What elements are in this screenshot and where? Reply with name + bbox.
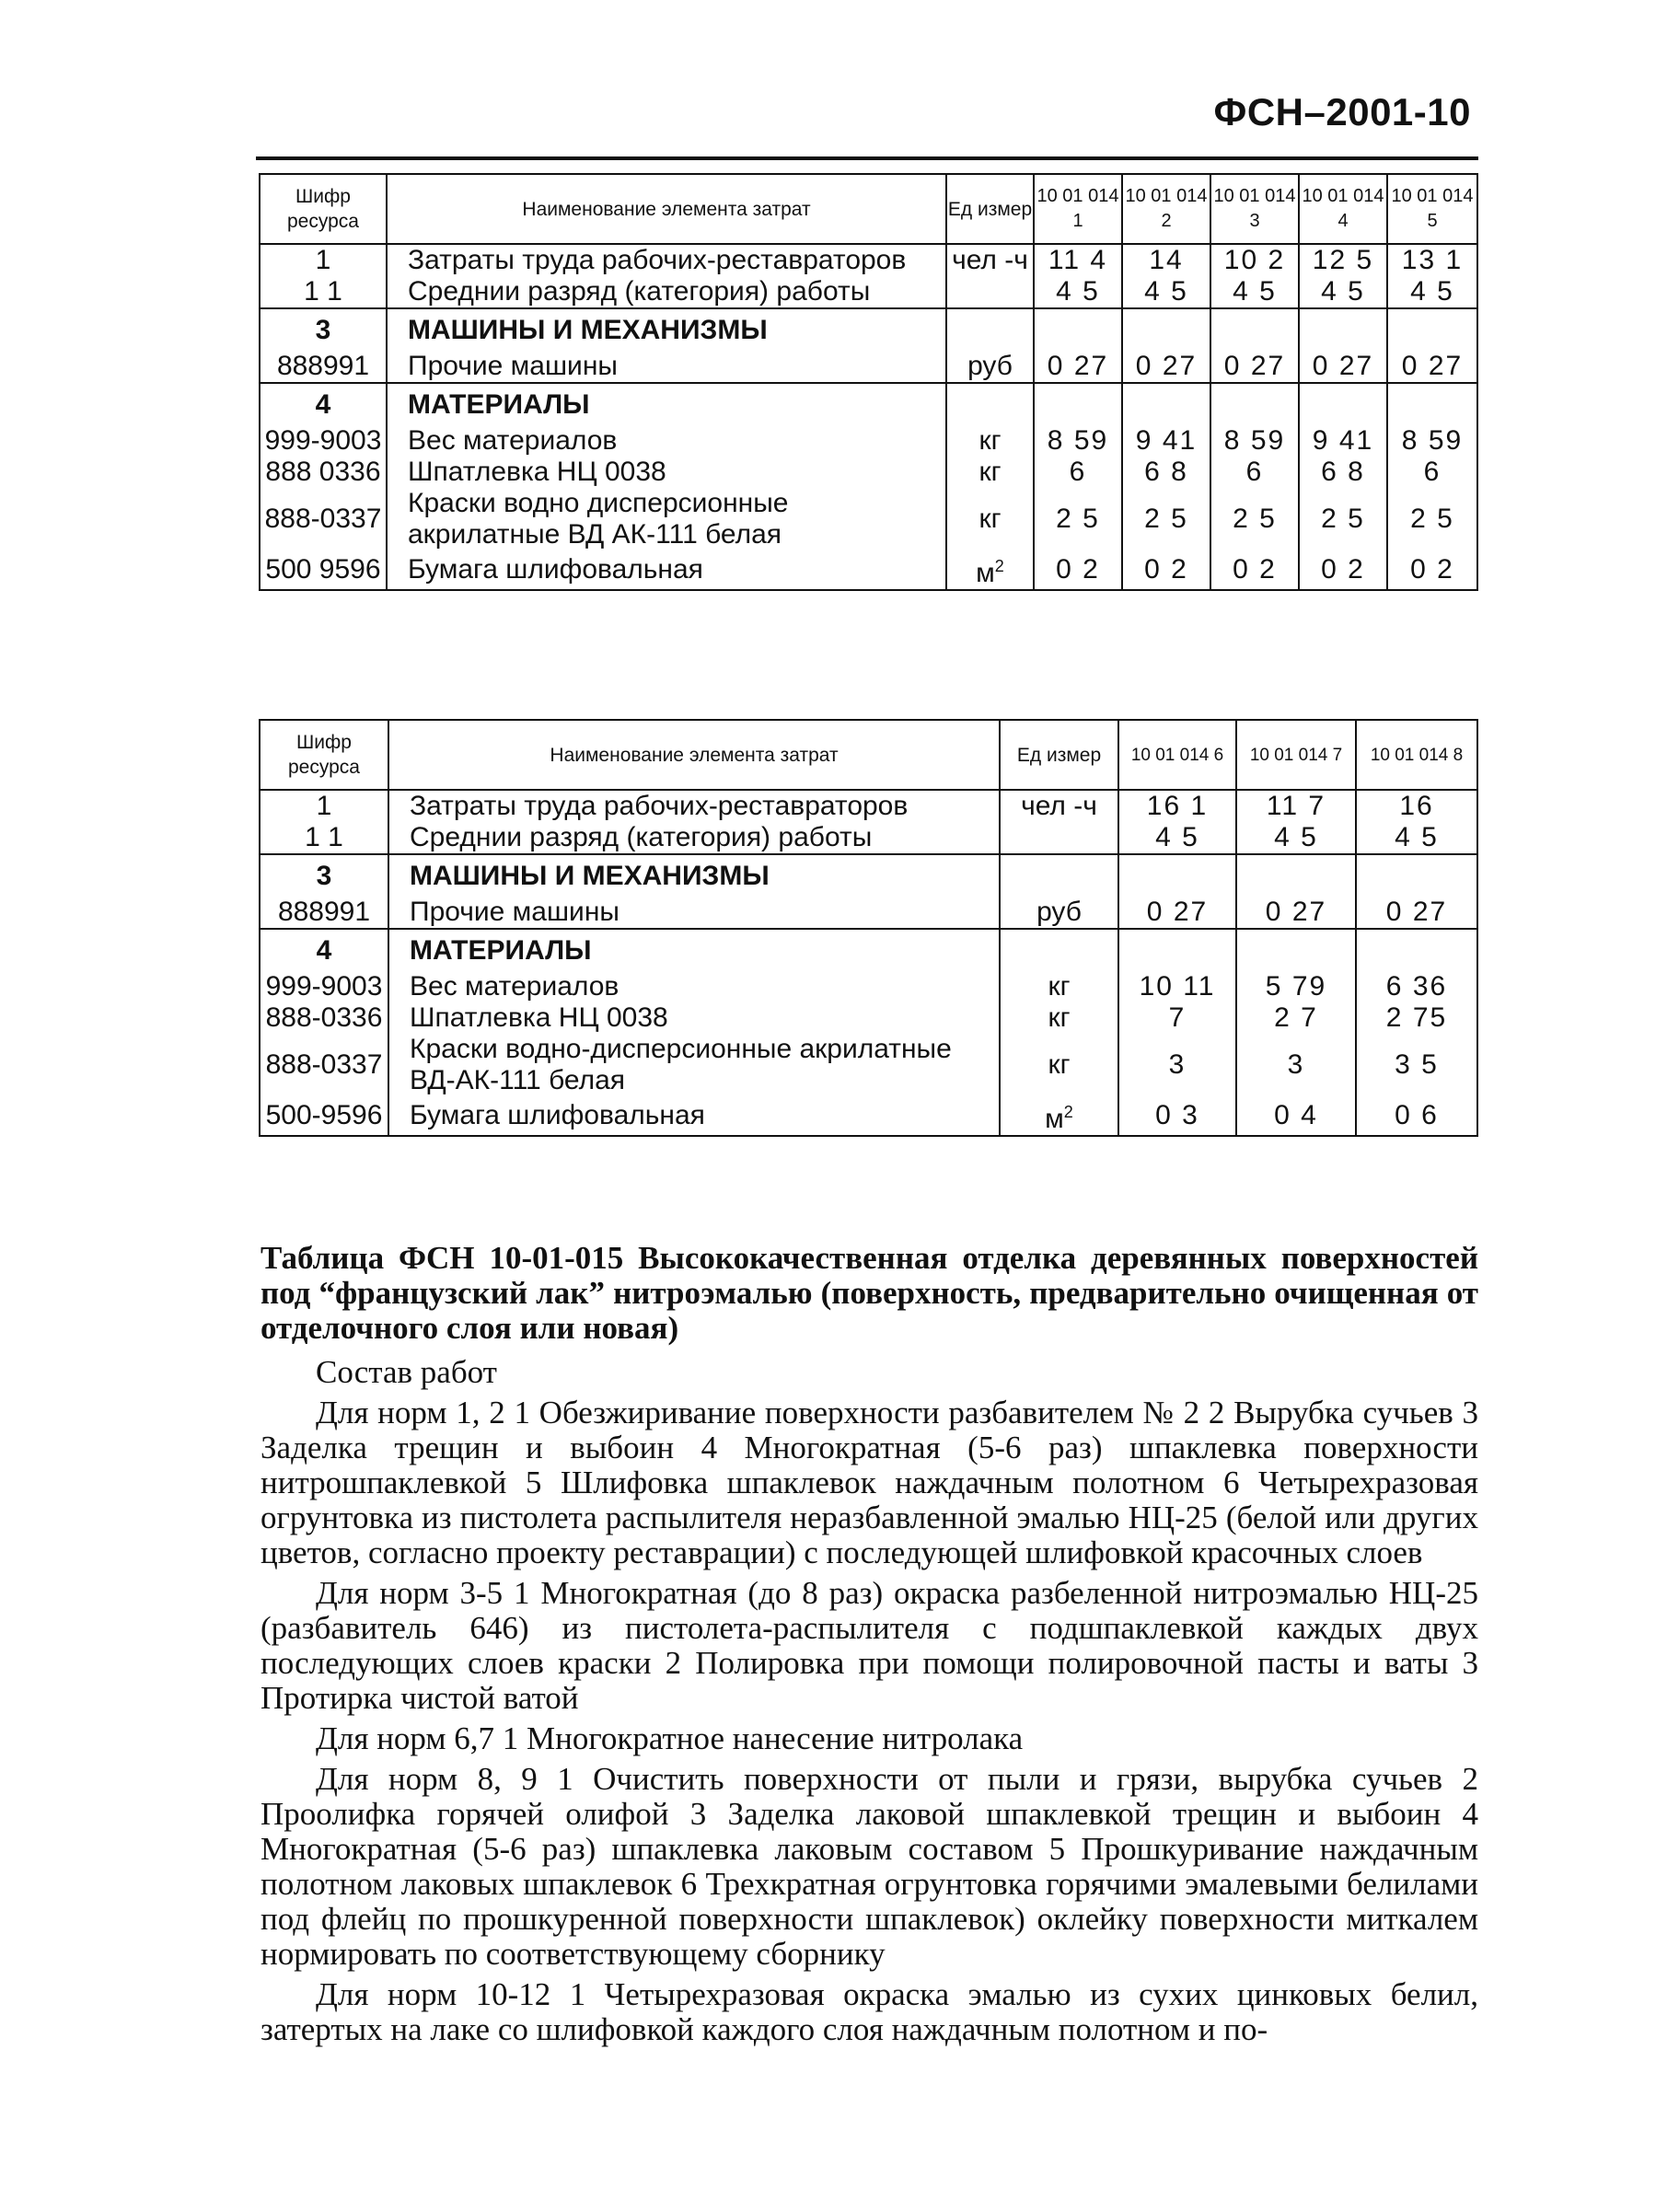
norm-value: 14: [1122, 244, 1210, 276]
header-norm-col: 10 01 014 5: [1387, 174, 1477, 244]
norm-value: 16 1: [1118, 790, 1236, 822]
unit-of-measure: [946, 550, 1034, 590]
unit-text: кг: [1048, 971, 1071, 1002]
unit-of-measure: [1000, 971, 1118, 1002]
norm-value: [1210, 308, 1299, 351]
unit-text: руб: [967, 351, 1013, 381]
unit-of-measure: [946, 457, 1034, 488]
norm-value: 0 27: [1118, 897, 1236, 929]
table-caption: Таблица ФСН 10-01-015 Высококачественная отделка деревянных поверхностей под “французский лак” нитроэмалью (поверхность, предварительно очищенная от отделочного слоя или новая): [261, 1240, 1478, 1346]
resource-code: 888-0337: [260, 1034, 388, 1096]
cost-element-name: Среднии разряд (категория) работы: [387, 276, 946, 308]
norm-value: 6: [1387, 457, 1477, 488]
cost-element-name: Шпатлевка НЦ 0038: [387, 457, 946, 488]
work-composition-title: Состав работ: [316, 1354, 497, 1390]
resource-code: 1: [260, 244, 387, 276]
norm-value: 2 5: [1210, 488, 1299, 550]
cost-element-name: МАТЕРИАЛЫ: [387, 383, 946, 425]
header-norm-col: 10 01 014 7: [1236, 720, 1356, 790]
norm-value: 12 5: [1299, 244, 1387, 276]
norm-value: 3: [1236, 1034, 1356, 1096]
norm-value: 13 1: [1387, 244, 1477, 276]
unit-of-measure: [946, 425, 1034, 457]
unit-superscript: 2: [1063, 1103, 1073, 1121]
header-name: Наименование элемента затрат: [387, 174, 946, 244]
page-header-code: ФСН–2001-10: [1213, 90, 1471, 133]
norm-value: 4 5: [1122, 276, 1210, 308]
norm-value: 0 2: [1210, 550, 1299, 590]
cost-element-name: Шпатлевка НЦ 0038: [388, 1002, 1000, 1034]
norm-value: 0 6: [1356, 1096, 1477, 1136]
norm-value: [1387, 308, 1477, 351]
cost-element-name: Краски водно-дисперсионные акрилатные ВД-АК-111 белая: [388, 1034, 1000, 1096]
cost-element-name: Бумага шлифовальная: [387, 550, 946, 590]
norm-value: 2 5: [1122, 488, 1210, 550]
norm-value: 5 79: [1236, 971, 1356, 1002]
resource-code: 1 1: [260, 276, 387, 308]
text-block: [261, 1241, 1478, 2047]
unit-text: кг: [1048, 1049, 1071, 1080]
norm-value: 4 5: [1034, 276, 1122, 308]
resource-code: 888-0337: [260, 488, 387, 550]
resource-code: 1 1: [260, 822, 388, 854]
norm-value: 10 2: [1210, 244, 1299, 276]
resource-code: 3: [260, 854, 388, 897]
norm-value: 11 4: [1034, 244, 1122, 276]
norm-value: [1118, 854, 1236, 897]
unit-of-measure: [1000, 897, 1118, 929]
norm-value: 2 5: [1299, 488, 1387, 550]
resource-code: 888 0336: [260, 457, 387, 488]
unit-of-measure: [946, 244, 1034, 276]
resource-code: 999-9003: [260, 425, 387, 457]
header-name: Наименование элемента затрат: [388, 720, 1000, 790]
section-row: [260, 929, 1477, 971]
resource-code: 888991: [260, 351, 387, 383]
unit-text: м: [976, 558, 995, 588]
norm-value: 10 11: [1118, 971, 1236, 1002]
unit-of-measure: [1000, 929, 1118, 971]
section-row: [260, 383, 1477, 425]
norm-value: 0 27: [1122, 351, 1210, 383]
unit-of-measure: [1000, 790, 1118, 822]
header-norm-col: 10 01 014 4: [1299, 174, 1387, 244]
header-code: Шифр ресурса: [260, 174, 387, 244]
cost-element-name: Затраты труда рабочих-реставраторов: [387, 244, 946, 276]
header-code: Шифр ресурса: [260, 720, 388, 790]
header-rule: [256, 156, 1478, 160]
cost-element-name: Вес материалов: [387, 425, 946, 457]
norm-value: 0 27: [1387, 351, 1477, 383]
norm-value: 6 36: [1356, 971, 1477, 1002]
cost-element-name: МАШИНЫ И МЕХАНИЗМЫ: [387, 308, 946, 351]
unit-text: кг: [978, 457, 1002, 487]
norm-value: 11 7: [1236, 790, 1356, 822]
norm-value: 4 5: [1299, 276, 1387, 308]
resource-code: 888-0336: [260, 1002, 388, 1034]
table-row: [260, 244, 1477, 276]
cost-element-name: Вес материалов: [388, 971, 1000, 1002]
norm-value: 4 5: [1236, 822, 1356, 854]
table-row: [260, 1034, 1477, 1096]
norm-value: 2 7: [1236, 1002, 1356, 1034]
norm-value: 6: [1034, 457, 1122, 488]
resource-code: 1: [260, 790, 388, 822]
table-row: [260, 897, 1477, 929]
norm-value: 0 27: [1236, 897, 1356, 929]
unit-text: кг: [1048, 1002, 1071, 1033]
norm-value: 3 5: [1356, 1034, 1477, 1096]
unit-superscript: 2: [994, 557, 1004, 575]
resource-code: 4: [260, 383, 387, 425]
norm-value: [1299, 308, 1387, 351]
header-norm-col: 10 01 014 8: [1356, 720, 1477, 790]
unit-text: чел -ч: [952, 245, 1028, 275]
norm-value: 0 4: [1236, 1096, 1356, 1136]
unit-of-measure: [1000, 822, 1118, 854]
norm-value: [1210, 383, 1299, 425]
norm-value: 4 5: [1387, 276, 1477, 308]
table-row: [260, 457, 1477, 488]
norm-value: 8 59: [1034, 425, 1122, 457]
header-norm-col: 10 01 014 1: [1034, 174, 1122, 244]
norm-value: 6 8: [1122, 457, 1210, 488]
table-header-row: [260, 720, 1477, 790]
resource-table-1: [259, 173, 1478, 591]
paragraph: Для норм 6,7 1 Многократное нанесение нитролака: [316, 1720, 1024, 1756]
norm-value: 7: [1118, 1002, 1236, 1034]
resource-code: 999-9003: [260, 971, 388, 1002]
norm-value: 0 3: [1118, 1096, 1236, 1136]
norm-value: [1034, 383, 1122, 425]
cost-element-name: Бумага шлифовальная: [388, 1096, 1000, 1136]
norm-value: [1118, 929, 1236, 971]
norm-value: [1299, 383, 1387, 425]
norm-value: 6: [1210, 457, 1299, 488]
resource-code: 3: [260, 308, 387, 351]
unit-of-measure: [1000, 854, 1118, 897]
unit-text: кг: [978, 504, 1002, 534]
resource-code: 500-9596: [260, 1096, 388, 1136]
header-norm-col: 10 01 014 6: [1118, 720, 1236, 790]
cost-element-name: Среднии разряд (категория) работы: [388, 822, 1000, 854]
norm-value: 9 41: [1122, 425, 1210, 457]
norm-value: 2 75: [1356, 1002, 1477, 1034]
paragraph: Для норм 1, 2 1 Обезжиривание поверхности разбавителем № 2 2 Вырубка сучьев 3 Заделка трещин и выбоин 4 Многократная (5-6 раз) шпаклевка поверхности нитрошпаклевкой 5 Шлифовка шпаклевок наждачным полотном 6 Четырехразовая огрунтовка из пистолета распылителя неразбавленной эмалью НЦ-25 (белой или других цветов, согласно проекту реставрации) с последующей шлифовкой красочных слоев: [261, 1395, 1478, 1570]
table-row: [260, 425, 1477, 457]
unit-of-measure: [946, 308, 1034, 351]
table-row: [260, 550, 1477, 590]
unit-of-measure: [1000, 1002, 1118, 1034]
cost-element-name: МАТЕРИАЛЫ: [388, 929, 1000, 971]
header-unit: Ед измер: [1000, 720, 1118, 790]
resource-code: 4: [260, 929, 388, 971]
table-row: [260, 822, 1477, 854]
norm-value: [1034, 308, 1122, 351]
norm-value: 0 2: [1034, 550, 1122, 590]
norm-value: 4 5: [1210, 276, 1299, 308]
norm-value: 0 27: [1356, 897, 1477, 929]
table-row: [260, 276, 1477, 308]
section-row: [260, 308, 1477, 351]
cost-element-name: Краски водно дисперсионные акрилатные ВД АК-111 белая: [387, 488, 946, 550]
norm-value: 6 8: [1299, 457, 1387, 488]
table-row: [260, 1096, 1477, 1136]
norm-value: [1236, 854, 1356, 897]
norm-value: 0 2: [1387, 550, 1477, 590]
unit-text: кг: [978, 425, 1002, 456]
section-row: [260, 854, 1477, 897]
norm-value: 0 27: [1034, 351, 1122, 383]
norm-value: [1356, 929, 1477, 971]
paragraph: Для норм 3-5 1 Многократная (до 8 раз) окраска разбеленной нитроэмалью НЦ-25 (разбавитель 646) из пистолета-распылителя с подшпаклевкой каждых двух последующих слоев краски 2 Полировка при помощи полировочной пасты и ваты 3 Протирка чистой ватой: [261, 1575, 1478, 1716]
unit-text: м: [1045, 1104, 1064, 1134]
paragraph: Для норм 10-12 1 Четырехразовая окраска эмалью из сухих цинковых белил, затертых на лаке со шлифовкой каждого слоя наждачным полотном и по-: [261, 1976, 1478, 2047]
norm-value: 9 41: [1299, 425, 1387, 457]
norm-value: 0 27: [1299, 351, 1387, 383]
norm-value: 0 2: [1299, 550, 1387, 590]
header-norm-col: 10 01 014 3: [1210, 174, 1299, 244]
resource-code: 500 9596: [260, 550, 387, 590]
table-row: [260, 488, 1477, 550]
norm-value: 0 2: [1122, 550, 1210, 590]
unit-of-measure: [946, 351, 1034, 383]
resource-code: 888991: [260, 897, 388, 929]
table-row: [260, 1002, 1477, 1034]
norm-value: 4 5: [1118, 822, 1236, 854]
table-row: [260, 790, 1477, 822]
norm-value: [1236, 929, 1356, 971]
norm-value: [1387, 383, 1477, 425]
norm-value: [1122, 308, 1210, 351]
cost-element-name: Прочие машины: [387, 351, 946, 383]
cost-element-name: Прочие машины: [388, 897, 1000, 929]
norm-value: 8 59: [1210, 425, 1299, 457]
unit-of-measure: [946, 383, 1034, 425]
unit-text: руб: [1036, 897, 1082, 927]
paragraph: Для норм 8, 9 1 Очистить поверхности от пыли и грязи, вырубка сучьев 2 Проолифка горячей олифой 3 Заделка лаковой шпаклевкой трещин и выбоин 4 Многократная (5-6 раз) шпаклевка лаковым составом 5 Прошкуривание наждачным полотном лаковых шпаклевок 6 Трехкратная огрунтовка горячими эмалевыми белилами под флейц по прошкуренной поверхности шпаклевок) оклейку поверхности миткалем нормировать по соответствующему сборнику: [261, 1761, 1478, 1972]
norm-value: 4 5: [1356, 822, 1477, 854]
unit-of-measure: [1000, 1096, 1118, 1136]
header-norm-col: 10 01 014 2: [1122, 174, 1210, 244]
unit-of-measure: [946, 488, 1034, 550]
norm-value: 16: [1356, 790, 1477, 822]
norm-value: 2 5: [1034, 488, 1122, 550]
unit-text: чел -ч: [1021, 791, 1097, 821]
resource-table-2: [259, 719, 1478, 1137]
norm-value: 8 59: [1387, 425, 1477, 457]
norm-value: [1122, 383, 1210, 425]
norm-value: 3: [1118, 1034, 1236, 1096]
norm-value: [1356, 854, 1477, 897]
unit-of-measure: [1000, 1034, 1118, 1096]
unit-of-measure: [946, 276, 1034, 308]
cost-element-name: Затраты труда рабочих-реставраторов: [388, 790, 1000, 822]
header-unit: Ед измер: [946, 174, 1034, 244]
norm-value: 0 27: [1210, 351, 1299, 383]
table-row: [260, 351, 1477, 383]
cost-element-name: МАШИНЫ И МЕХАНИЗМЫ: [388, 854, 1000, 897]
norm-value: 2 5: [1387, 488, 1477, 550]
table-row: [260, 971, 1477, 1002]
table-header-row: [260, 174, 1477, 244]
